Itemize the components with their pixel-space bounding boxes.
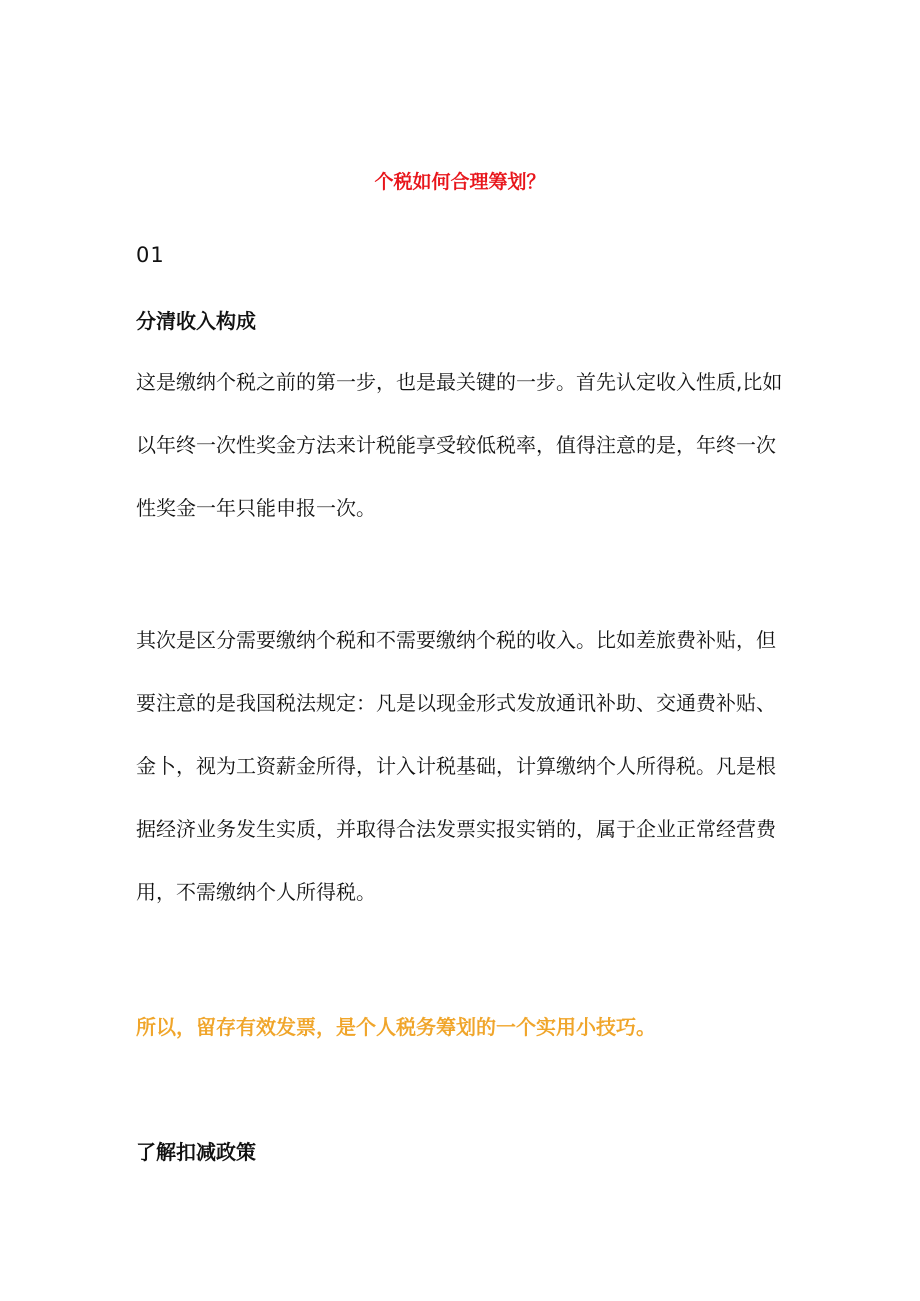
paragraph-line: 以年终一次性奖金方法来计税能享受较低税率，值得注意的是，年终一次	[136, 433, 776, 457]
paragraph-taxable-income	[136, 609, 786, 924]
paragraph-line: 据经济业务发生实质，并取得合法发票实报实销的，属于企业正常经营费	[136, 817, 776, 841]
paragraph-line: 性奖金一年只能申报一次。	[136, 496, 376, 520]
paragraph-line: 用，不需缴纳个人所得税。	[136, 880, 376, 904]
section-number: 01	[136, 243, 165, 267]
section-heading-deduction: 了解扣减政策	[136, 1140, 256, 1164]
paragraph-line: 金卜，视为工资薪金所得，计入计税基础，计算缴纳个人所得税。凡是根	[136, 754, 776, 778]
highlight-tip: 所以，留存有效发票，是个人税务筹划的一个实用小技巧。	[136, 1015, 656, 1039]
paragraph-line: 其次是区分需要缴纳个税和不需要缴纳个税的收入。比如差旅费补贴，但	[136, 628, 776, 652]
document-title: 个税如何合理筹划？	[374, 171, 546, 193]
section-heading-income: 分清收入构成	[136, 309, 256, 333]
paragraph-income-nature	[136, 351, 786, 540]
paragraph-line: 要注意的是我国税法规定：凡是以现金形式发放通讯补助、交通费补贴、	[136, 691, 776, 715]
paragraph-line: 这是缴纳个税之前的第一步，也是最关键的一步。首先认定收入性质,比如	[136, 370, 783, 394]
